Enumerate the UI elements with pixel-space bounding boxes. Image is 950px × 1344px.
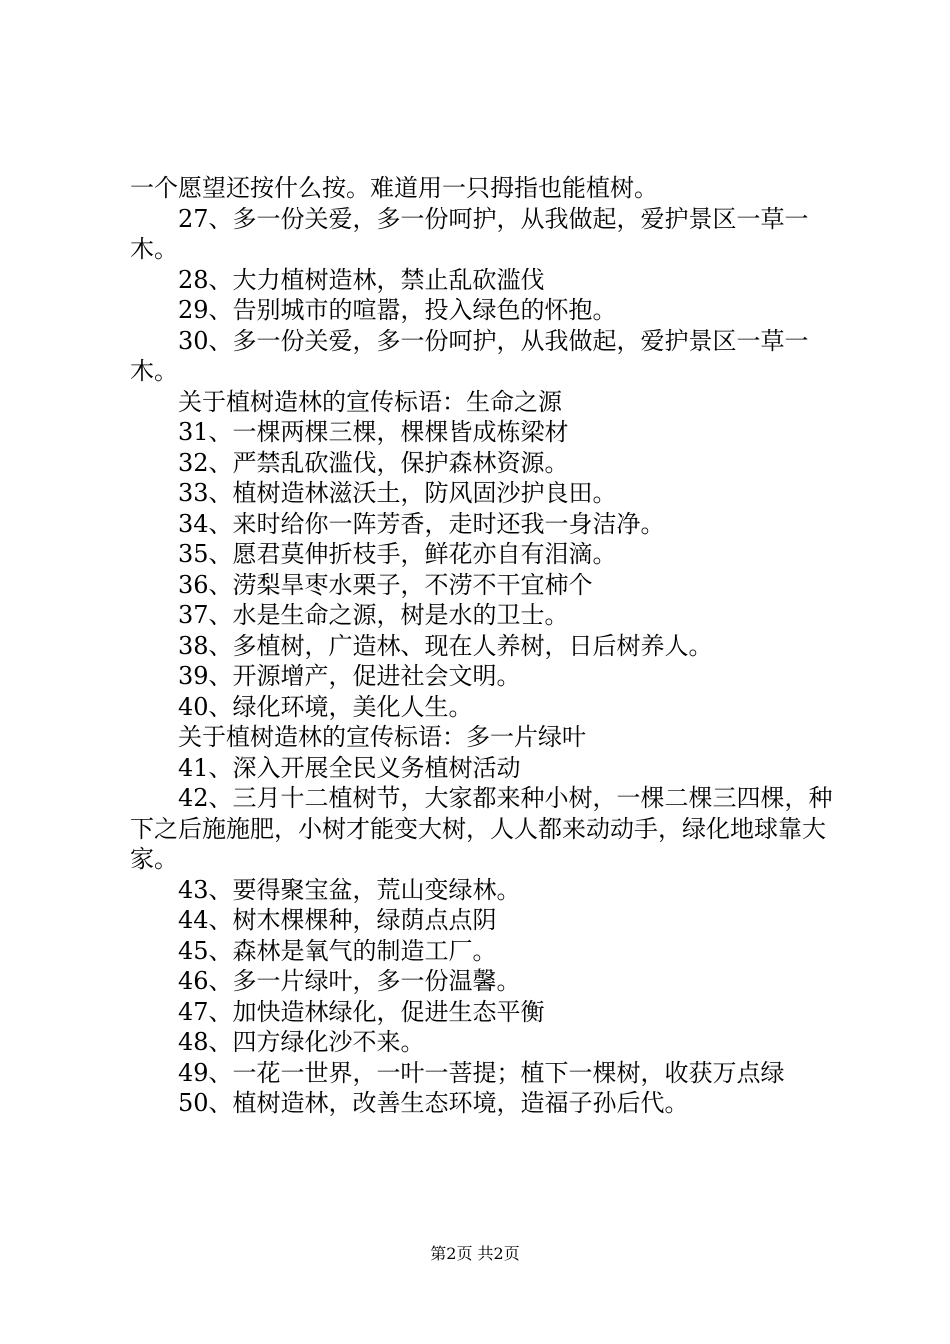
paragraph: 34、来时给你一阵芳香，走时还我一身洁净。 — [178, 509, 665, 538]
paragraph: 41、深入开展全民义务植树活动 — [178, 753, 521, 782]
section-heading: 关于植树造林的宣传标语：多一片绿叶 — [178, 723, 586, 751]
paragraph: 35、愿君莫伸折枝手，鲜花亦自有泪滴。 — [178, 540, 617, 568]
paragraph: 33、植树造林滋沃土，防风固沙护良田。 — [178, 479, 617, 507]
paragraph: 30、多一份关爱，多一份呵护，从我做起，爱护景区一草一木。 — [130, 326, 809, 385]
paragraph: 46、多一片绿叶，多一份温馨。 — [178, 967, 521, 995]
paragraph: 40、绿化环境，美化人生。 — [178, 692, 473, 721]
paragraph: 49、一花一世界，一叶一菩提；植下一棵树，收获万点绿 — [178, 1058, 785, 1087]
page-footer — [0, 1244, 950, 1264]
paragraph: 28、大力植树造林，禁止乱砍滥伐 — [178, 265, 545, 294]
paragraph: 27、多一份关爱，多一份呵护，从我做起，爱护景区一草一木。 — [130, 204, 809, 263]
paragraph: 45、森林是氧气的制造工厂。 — [178, 936, 497, 965]
paragraph: 50、植树造林，改善生态环境，造福子孙后代。 — [178, 1089, 689, 1117]
paragraph: 31、一棵两棵三棵，棵棵皆成栋梁材 — [178, 418, 569, 446]
paragraph: 38、多植树，广造林、现在人养树，日后树养人。 — [178, 631, 713, 660]
paragraph: 37、水是生命之源，树是水的卫士。 — [178, 601, 569, 629]
paragraph: 一个愿望还按什么按。难道用一只拇指也能植树。 — [130, 174, 658, 202]
paragraph: 42、三月十二植树节，大家都来种小树，一棵二棵三四棵，种下之后施施肥，小树才能变大树，人人都来动动手，绿化地球靠大家。 — [130, 784, 833, 873]
paragraph: 43、要得聚宝盆，荒山变绿林。 — [178, 875, 521, 904]
paragraph: 39、开源增产，促进社会文明。 — [178, 662, 521, 690]
page-number-label: 第2页 共2页 — [430, 1244, 520, 1263]
paragraph: 32、严禁乱砍滥伐，保护森林资源。 — [178, 448, 569, 477]
paragraph: 36、涝梨旱枣水栗子，不涝不干宜柿个 — [178, 570, 593, 599]
paragraph: 29、告别城市的喧嚣，投入绿色的怀抱。 — [178, 296, 617, 324]
paragraph: 44、树木棵棵种，绿荫点点阴 — [178, 906, 497, 934]
paragraph: 47、加快造林绿化，促进生态平衡 — [178, 997, 545, 1026]
document-body — [130, 173, 835, 1119]
paragraph: 48、四方绿化沙不来。 — [178, 1028, 425, 1056]
section-heading: 关于植树造林的宣传标语：生命之源 — [178, 387, 562, 416]
